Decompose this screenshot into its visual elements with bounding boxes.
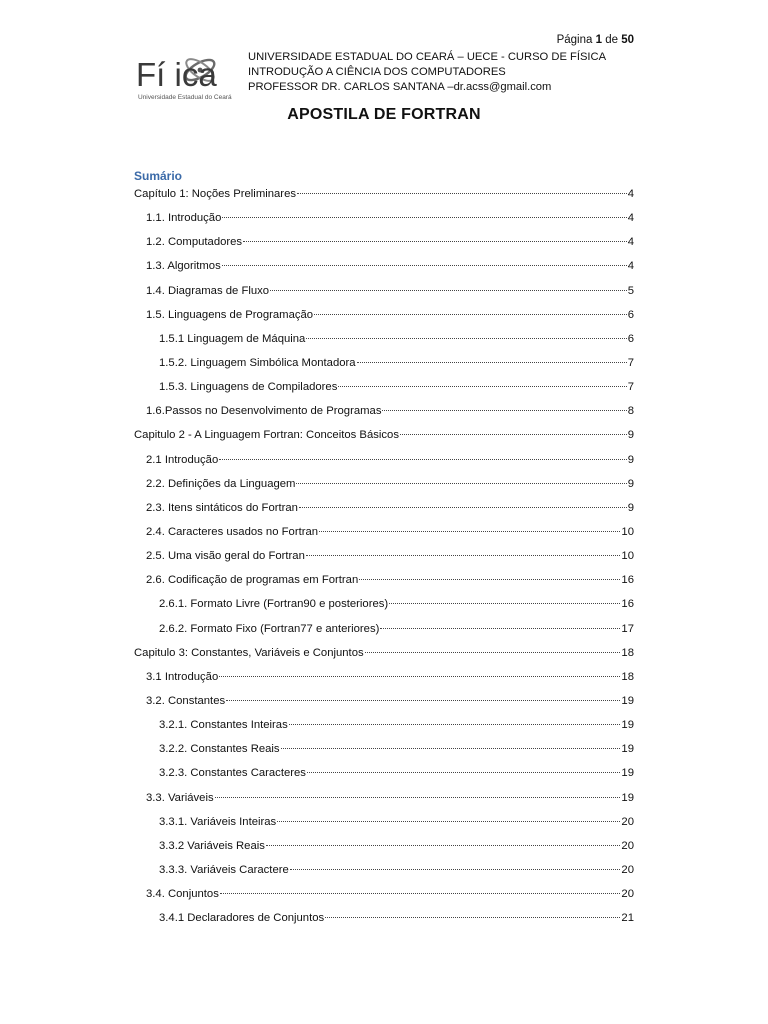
toc-entry-page: 19 [621,791,634,804]
toc-entry-page: 8 [627,405,634,418]
toc-entry-title: 3.1 Introdução [146,670,219,683]
toc-entry-title: 1.2. Computadores [146,236,243,249]
toc-entry[interactable] [134,743,634,767]
toc-entry-title: 1.5.1 Linguagem de Máquina [159,332,306,345]
toc-entry[interactable] [134,333,634,357]
toc-entry-title: 2.1 Introdução [146,453,219,466]
document-header [248,50,606,95]
toc-entry-title: 2.4. Caracteres usados no Fortran [146,525,319,538]
toc-entry[interactable] [134,792,634,816]
toc-entry[interactable] [134,623,634,647]
toc-entry-title: Capítulo 1: Noções Preliminares [134,188,296,200]
header-line-university: UNIVERSIDADE ESTADUAL DO CEARÁ – UECE - CURSO DE FÍSICA [248,51,607,63]
toc-entry[interactable] [134,357,634,381]
toc-entry-page: 16 [621,574,634,587]
toc-entry-page: 5 [627,284,634,297]
toc-leader-dots [307,772,620,773]
toc-entry-page: 6 [627,308,634,321]
toc-entry-page: 20 [621,888,634,901]
toc-leader-dots [338,386,626,387]
toc-leader-dots [380,628,620,629]
toc-entry-page: 10 [621,550,634,563]
toc-leader-dots [270,290,627,291]
toc-entry-page: 4 [627,212,634,225]
toc-entry-title: 3.4. Conjuntos [146,888,219,901]
toc-leader-dots [277,821,620,822]
toc-leader-dots [382,410,626,411]
toc-entry[interactable] [134,647,634,671]
toc-entry-title: 3.4.1 Declaradores de Conjuntos [159,912,325,925]
toc-leader-dots [266,845,621,846]
toc-entry[interactable] [134,888,634,912]
toc-entry-title: 3.2.2. Constantes Reais [159,743,280,756]
toc-entry[interactable] [134,864,634,888]
toc-entry[interactable] [134,767,634,791]
toc-leader-dots [219,459,626,460]
toc-entry[interactable] [134,285,634,309]
toc-entry-page: 4 [627,236,634,249]
toc-entry-title: 2.6.2. Formato Fixo (Fortran77 e anteriores) [159,622,380,635]
toc-entry-title: 3.2. Constantes [146,694,226,707]
toc-entry[interactable] [134,502,634,526]
toc-leader-dots [319,531,620,532]
toc-entry-title: 3.3.1. Variáveis Inteiras [159,815,277,828]
toc-entry[interactable] [134,309,634,333]
toc-entry-page: 9 [627,501,634,514]
toc-entry-page: 19 [621,694,634,707]
toc-entry[interactable] [134,598,634,622]
toc-entry-title: 1.6.Passos no Desenvolvimento de Programas [146,405,382,418]
page-number-prefix: Página [556,34,593,46]
toc-leader-dots [243,241,627,242]
toc-entry-page: 10 [621,525,634,538]
toc-leader-dots [222,217,626,218]
toc-entry[interactable] [134,719,634,743]
toc-entry[interactable] [134,188,634,212]
document-title: APOSTILA DE FORTRAN [287,106,481,123]
toc-entry[interactable] [134,260,634,284]
toc-entry[interactable] [134,381,634,405]
toc-entry[interactable] [134,840,634,864]
toc-entry-title: 1.5.3. Linguagens de Compiladores [159,381,338,394]
toc-entry-title: 3.2.1. Constantes Inteiras [159,719,288,732]
toc-entry[interactable] [134,454,634,478]
toc-entry-page: 19 [621,719,634,732]
toc-leader-dots [359,579,620,580]
toc-leader-dots [289,724,621,725]
toc-entry[interactable] [134,478,634,502]
toc-entry-page: 18 [621,646,634,659]
toc-entry-page: 6 [627,332,634,345]
toc-entry-title: Capitulo 3: Constantes, Variáveis e Conjuntos [134,646,364,659]
toc-leader-dots [325,917,620,918]
toc-leader-dots [365,652,621,653]
toc-leader-dots [306,555,621,556]
toc-entry-title: 2.3. Itens sintáticos do Fortran [146,501,298,514]
toc-entry-page: 21 [621,912,634,925]
toc-entry-page: 19 [621,743,634,756]
toc-leader-dots [215,797,621,798]
header-line-professor: PROFESSOR DR. CARLOS SANTANA –dr.acss@gmail.com [248,81,552,93]
toc-heading: Sumário [134,169,183,183]
toc-entry[interactable] [134,912,634,936]
toc-leader-dots [357,362,627,363]
toc-entry[interactable] [134,574,634,598]
toc-entry-page: 9 [627,453,634,466]
toc-entry[interactable] [134,526,634,550]
toc-entry[interactable] [134,816,634,840]
toc-entry-title: 1.5.2. Linguagem Simbólica Montadora [159,356,356,369]
toc-entry[interactable] [134,405,634,429]
toc-leader-dots [296,483,626,484]
toc-leader-dots [290,869,621,870]
toc-entry[interactable] [134,212,634,236]
toc-entry-page: 18 [621,670,634,683]
toc-leader-dots [222,265,627,266]
toc-entry-title: Capitulo 2 - A Linguagem Fortran: Conceitos Básicos [134,429,399,442]
toc-leader-dots [400,434,627,435]
toc-entry-title: 2.5. Uma visão geral do Fortran [146,550,305,563]
toc-leader-dots [306,338,626,339]
toc-entry[interactable] [134,429,634,453]
toc-entry[interactable] [134,550,634,574]
toc-entry-page: 17 [621,622,634,635]
header-line-course: INTRODUÇÃO A CIÊNCIA DOS COMPUTADORES [248,66,506,78]
toc-entry-page: 4 [627,260,634,273]
toc-entry-page: 20 [621,839,634,852]
table-of-contents [134,188,634,936]
page-number-total: 50 [621,34,634,46]
toc-entry-title: 1.1. Introdução [146,212,222,225]
toc-entry[interactable] [134,695,634,719]
toc-entry-page: 7 [627,381,634,394]
toc-entry-title: 1.5. Linguagens de Programação [146,308,314,321]
toc-entry-title: 1.3. Algoritmos [146,260,221,273]
toc-entry-title: 3.2.3. Constantes Caracteres [159,767,306,780]
toc-leader-dots [299,507,627,508]
toc-entry[interactable] [134,671,634,695]
toc-leader-dots [281,748,621,749]
toc-entry-title: 3.3.2 Variáveis Reais [159,839,265,852]
toc-entry-title: 1.4. Diagramas de Fluxo [146,284,270,297]
toc-entry-title: 3.3.3. Variáveis Caractere [159,863,289,876]
toc-entry-title: 2.6.1. Formato Livre (Fortran90 e posteriores) [159,598,389,611]
toc-entry-page: 20 [621,815,634,828]
toc-leader-dots [314,314,627,315]
toc-entry-page: 19 [621,767,634,780]
toc-leader-dots [389,603,620,604]
page-number-middle: de [605,34,618,46]
fisica-logo [136,48,234,110]
toc-leader-dots [226,700,620,701]
logo-word: Fí ica [136,56,217,93]
logo-subtitle: Universidade Estadual do Ceará [138,94,232,101]
toc-entry-title: 3.3. Variáveis [146,791,214,804]
toc-entry-page: 4 [627,188,634,200]
toc-leader-dots [220,893,621,894]
toc-entry-page: 16 [621,598,634,611]
toc-entry-page: 7 [627,356,634,369]
toc-entry[interactable] [134,236,634,260]
toc-entry-title: 2.2. Definições da Linguagem [146,477,296,490]
toc-entry-page: 20 [621,863,634,876]
toc-leader-dots [297,193,627,194]
toc-entry-title: 2.6. Codificação de programas em Fortran [146,574,359,587]
page-number-current: 1 [595,34,602,46]
toc-entry-page: 9 [627,429,634,442]
toc-leader-dots [219,676,620,677]
page-number [557,34,634,46]
toc-entry-page: 9 [627,477,634,490]
